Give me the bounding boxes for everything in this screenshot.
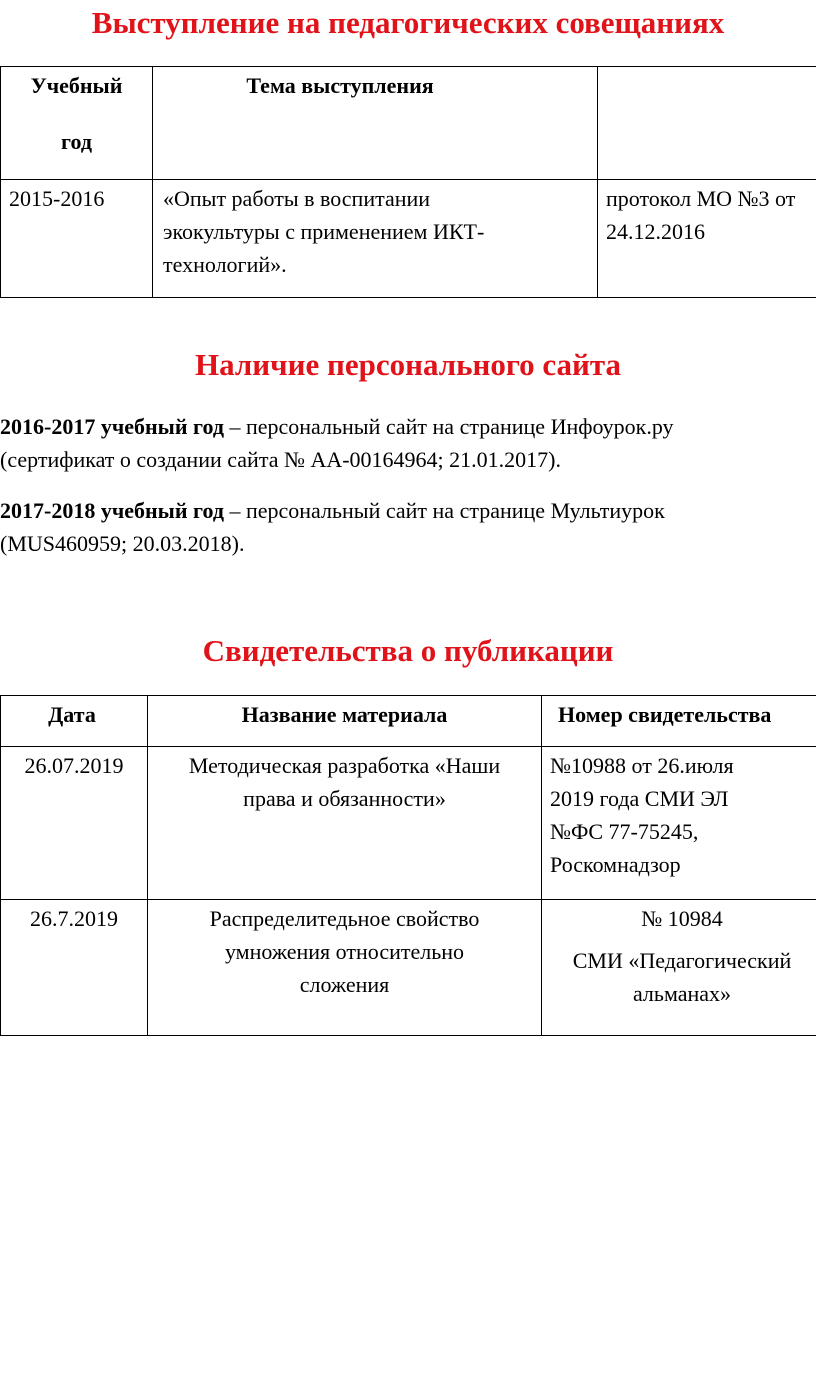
protocol-line: 24.12.2016 [606,219,705,244]
website-paragraph-1 [0,410,812,476]
speeches-table [0,66,816,298]
section-title-speeches: Выступление на педагогических совещаниях [91,5,725,40]
date-value: 26.07.2019 [24,753,124,778]
name-line: права и обязанности» [243,786,446,811]
section-title-publications: Свидетельства о публикации [202,633,614,668]
number-line: альманах» [632,981,732,1006]
topic-line: экокультуры с применением ИКТ- [163,219,485,244]
header-number-label: Номер свидетельства [558,702,772,727]
cell-name [148,900,542,1036]
name-line: умножения относительно [224,939,465,964]
table-row [1,747,816,900]
cell-protocol [598,180,816,298]
name-line: Распределитедьное свойство [209,906,480,931]
date-value: 26.7.2019 [30,906,118,931]
number-line: №ФС 77-75245, [550,819,699,844]
year-value: 2015-2016 [9,186,105,211]
header-year-line1: Учебный [30,73,123,98]
number-line: СМИ «Педагогический [572,948,792,973]
header-year [1,67,153,180]
table-header-row [1,67,816,180]
cell-number [542,747,816,900]
topic-line: технологий». [163,252,287,277]
cell-name [148,747,542,900]
website-year-1: 2016-2017 учебный год [0,414,224,439]
name-line: Методическая разработка «Наши [188,753,501,778]
topic-line: «Опыт работы в воспитании [163,186,431,211]
number-line: № 10984 [641,906,723,931]
header-year-line2: год [61,129,92,154]
website-year-2: 2017-2018 учебный год [0,498,224,523]
header-number [542,696,816,747]
website-text-1: – персональный сайт на странице Инфоурок.ру [223,414,674,439]
cell-date [1,900,148,1036]
website-text-2: – персональный сайт на странице Мультиурок [223,498,665,523]
table-row [1,900,816,1036]
website-paragraph-2 [0,494,812,560]
cell-date [1,747,148,900]
header-date [1,696,148,747]
table-header-row [1,696,816,747]
header-topic [153,67,598,180]
cell-topic [153,180,598,298]
cell-number [542,900,816,1036]
header-date-label: Дата [48,702,96,727]
header-extra [598,67,816,180]
publications-table [0,695,816,1036]
cell-year [1,180,153,298]
website-cert-2: (MUS460959; 20.03.2018). [0,531,245,556]
header-topic-label: Тема выступления [246,73,434,98]
number-line: 2019 года СМИ ЭЛ [550,786,729,811]
number-line: Роскомнадзор [550,852,681,877]
number-line: №10988 от 26.июля [550,753,734,778]
table-row [1,180,816,298]
name-line: сложения [299,972,390,997]
section-title-website: Наличие персонального сайта [194,347,622,382]
protocol-line: протокол МО №3 от [606,186,796,211]
website-cert-1: (сертификат о создании сайта № АА-00164964; 21.01.2017). [0,447,561,472]
header-name-label: Название материала [241,702,448,727]
header-name [148,696,542,747]
